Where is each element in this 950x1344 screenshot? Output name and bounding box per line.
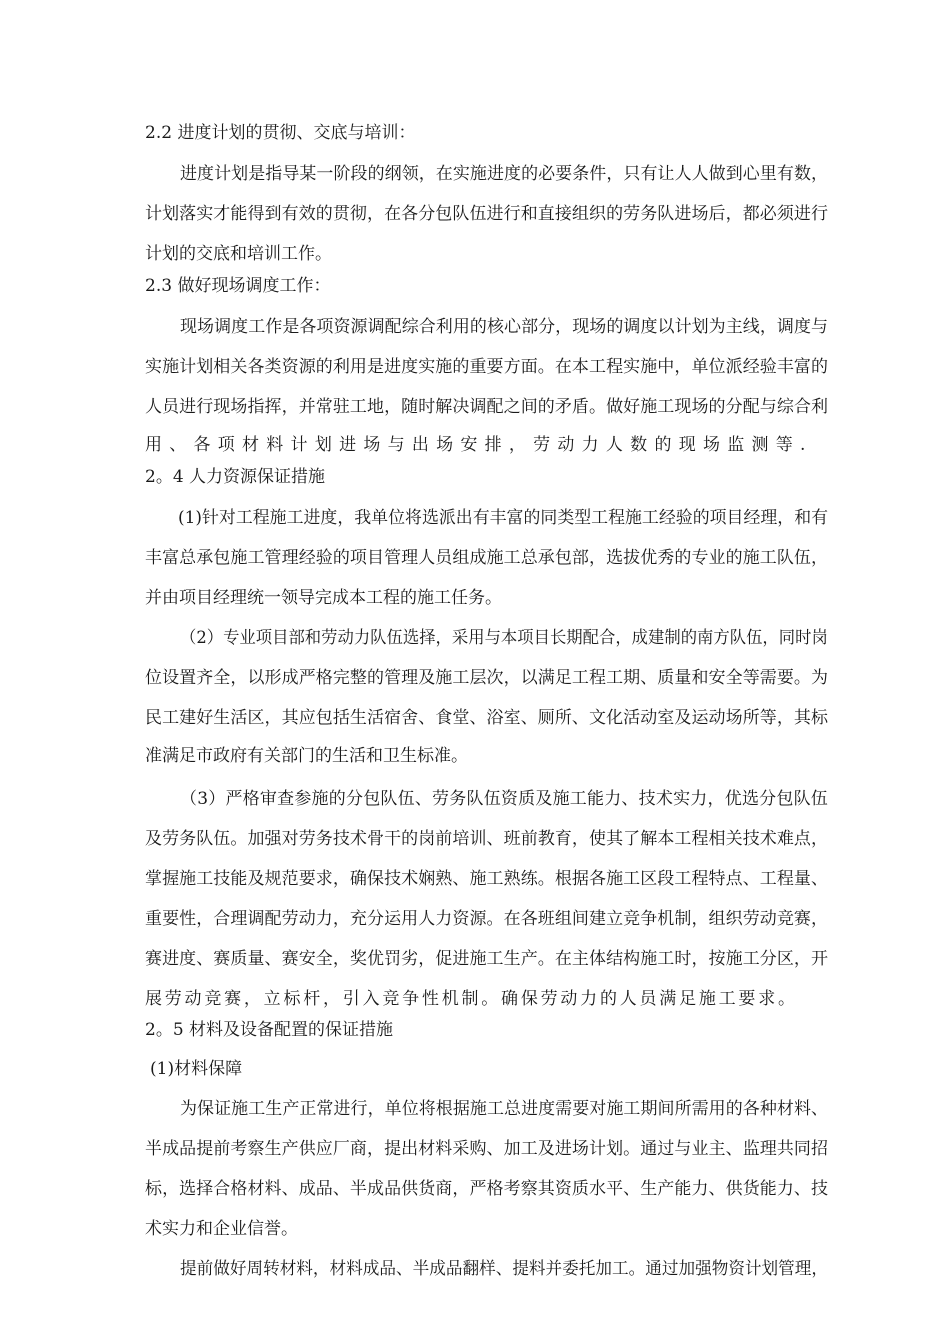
section-heading-2-3: 2.3 做好现场调度工作： bbox=[145, 276, 331, 296]
paragraph-line: 准满足市政府有关部门的生活和卫生标准。 bbox=[145, 746, 468, 766]
paragraph-line: 计划落实才能得到有效的贯彻，在各分包队伍进行和直接组织的劳务队进场后，都必须进行 bbox=[145, 204, 829, 224]
section-heading-2-5: 2。5 材料及设备配置的保证措施 bbox=[145, 1020, 394, 1040]
paragraph-line: 并由项目经理统一领导完成本工程的施工任务。 bbox=[145, 588, 502, 608]
paragraph-line: 计划的交底和培训工作。 bbox=[145, 244, 332, 264]
paragraph-line: （3）严格审查参施的分包队伍、劳务队伍资质及施工能力、技术实力，优选分包队伍 bbox=[180, 789, 829, 809]
paragraph-line: 术实力和企业信誉。 bbox=[145, 1219, 298, 1239]
paragraph-line: 实施计划相关各类资源的利用是进度实施的重要方面。在本工程实施中，单位派经验丰富的 bbox=[145, 357, 829, 377]
section-heading-2-2: 2.2 进度计划的贯彻、交底与培训： bbox=[145, 123, 416, 143]
paragraph-line: 提前做好周转材料，材料成品、半成品翻样、提料并委托加工。通过加强物资计划管理， bbox=[180, 1259, 829, 1279]
paragraph-line: 为保证施工生产正常进行，单位将根据施工总进度需要对施工期间所需用的各种材料、 bbox=[180, 1099, 829, 1119]
paragraph-line: 展劳动竞赛，立标杆，引入竞争性机制。确保劳动力的人员满足施工要求。 bbox=[145, 989, 798, 1009]
paragraph-line: 掌握施工技能及规范要求，确保技术娴熟、施工熟练。根据各施工区段工程特点、工程量、 bbox=[145, 869, 829, 889]
paragraph-line: 半成品提前考察生产供应厂商，提出材料采购、加工及进场计划。通过与业主、监理共同招 bbox=[145, 1139, 829, 1159]
paragraph-line: (1)针对工程施工进度，我单位将选派出有丰富的同类型工程施工经验的项目经理，和有 bbox=[178, 508, 829, 528]
subsection-heading: (1)材料保障 bbox=[150, 1059, 243, 1079]
paragraph-line: 进度计划是指导某一阶段的纲领，在实施进度的必要条件，只有让人人做到心里有数， bbox=[180, 164, 829, 184]
paragraph-line: 重要性，合理调配劳动力，充分运用人力资源。在各班组间建立竞争机制，组织劳动竞赛， bbox=[145, 909, 829, 929]
paragraph-line: 丰富总承包施工管理经验的项目管理人员组成施工总承包部，选拔优秀的专业的施工队伍， bbox=[145, 548, 829, 568]
paragraph-line: 位设置齐全，以形成严格完整的管理及施工层次，以满足工程工期、质量和安全等需要。为 bbox=[145, 668, 829, 688]
paragraph-line: 人员进行现场指挥，并常驻工地，随时解决调配之间的矛盾。做好施工现场的分配与综合利 bbox=[145, 397, 829, 417]
paragraph-line: 民工建好生活区，其应包括生活宿舍、食堂、浴室、厕所、文化活动室及运动场所等，其标 bbox=[145, 708, 829, 728]
paragraph-line: （2）专业项目部和劳动力队伍选择，采用与本项目长期配合，成建制的南方队伍，同时岗 bbox=[180, 628, 828, 648]
paragraph-line: 现场调度工作是各项资源调配综合利用的核心部分，现场的调度以计划为主线，调度与 bbox=[180, 317, 829, 337]
paragraph-line: 用、各项材料计划进场与出场安排，劳动力人数的现场监测等. bbox=[145, 435, 813, 455]
paragraph-line: 赛进度、赛质量、赛安全，奖优罚劣，促进施工生产。在主体结构施工时，按施工分区，开 bbox=[145, 949, 829, 969]
paragraph-line: 标，选择合格材料、成品、半成品供货商，严格考察其资质水平、生产能力、供货能力、技 bbox=[145, 1179, 829, 1199]
paragraph-line: 及劳务队伍。加强对劳务技术骨干的岗前培训、班前教育，使其了解本工程相关技术难点， bbox=[145, 829, 829, 849]
section-heading-2-4: 2。4 人力资源保证措施 bbox=[145, 467, 326, 487]
